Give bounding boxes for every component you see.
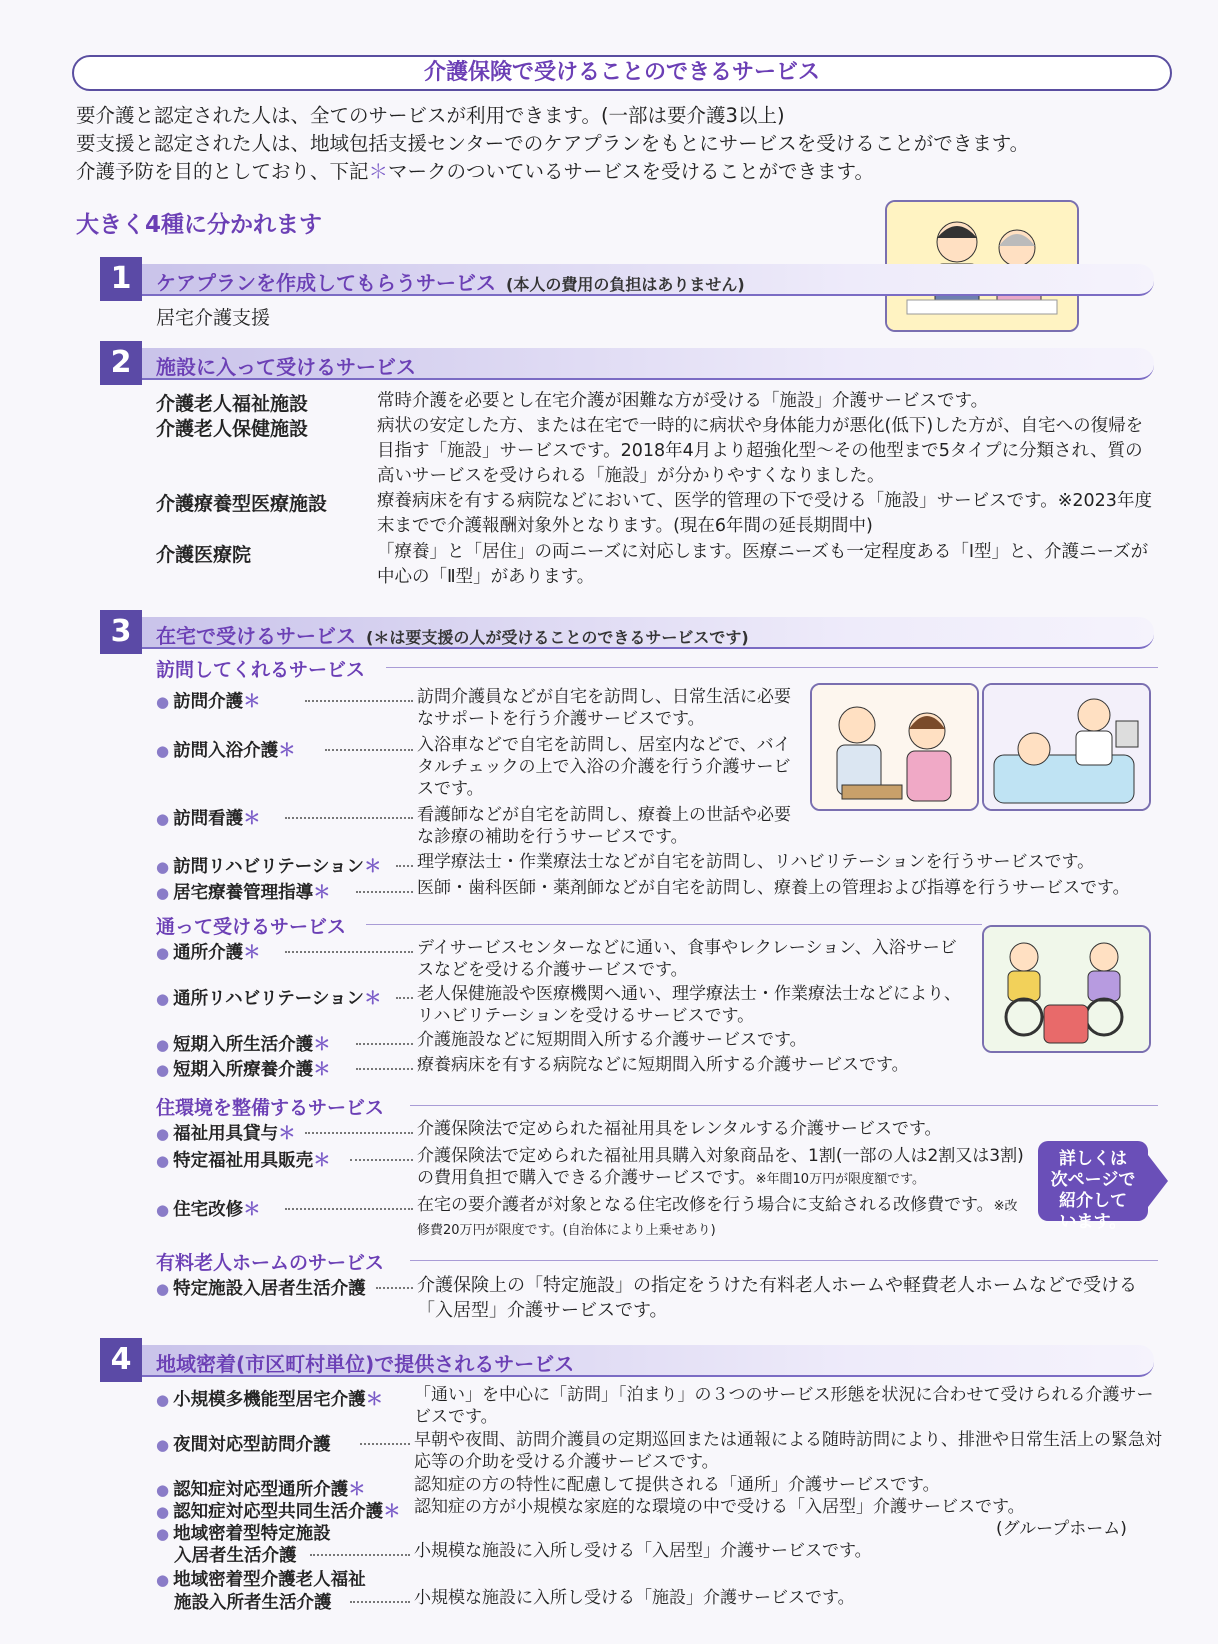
service-desc: 介護施設などに短期間入所する介護サービスです。 xyxy=(417,1030,807,1050)
service-name: ● 住宅改修＊ xyxy=(156,1200,261,1220)
service-desc: 在宅の要介護者が対象となる住宅改修を行う場合に支給される改修費です。※改修費20万円が限度です。(自治体により上乗せあり) xyxy=(417,1195,1018,1238)
service-name: ● 通所介護＊ xyxy=(156,943,261,963)
service-name: ● 認知症対応型共同生活介護＊ xyxy=(156,1502,401,1522)
service-desc: 早朝や夜間、訪問介護員の定期巡回または通報による随時訪問により、排泄や日常生活上の緊急対応等の介助を受ける介護サービスです。 xyxy=(414,1430,1162,1472)
leader-dots xyxy=(285,817,413,819)
service-name: ● 訪問リハビリテーション＊ xyxy=(156,857,382,877)
meal-assist-illustration xyxy=(810,683,979,811)
section-4-title: 地域密着(市区町村単位)で提供されるサービス xyxy=(156,1352,575,1376)
wheelchair-exercise-illustration xyxy=(982,925,1151,1053)
leader-dots xyxy=(356,891,413,893)
section-2-number: 2 xyxy=(100,341,142,385)
service-home-care-support: 居宅介護支援 xyxy=(156,307,271,329)
leader-dots xyxy=(376,1287,413,1289)
page-banner: 介護保険で受けることのできるサービス xyxy=(72,55,1172,91)
divider xyxy=(386,667,1158,668)
section-1-note: (本人の費用の負担はありません) xyxy=(506,275,745,294)
service-name: ● 短期入所生活介護＊ xyxy=(156,1035,331,1055)
service-desc: 療養病床を有する病院などに短期間入所する介護サービスです。 xyxy=(417,1055,909,1075)
service-name: ● 特定福祉用具販売＊ xyxy=(156,1151,331,1171)
service-desc: 老人保健施設や医療機関へ通い、理学療法士・作業療法士などにより、リハビリテーションを受けるサービスです。 xyxy=(417,984,961,1026)
facility-name: 介護老人福祉施設 xyxy=(156,393,309,415)
environment-services-heading: 住環境を整備するサービス xyxy=(156,1097,385,1119)
service-name: ● 小規模多機能型居宅介護＊ xyxy=(156,1390,384,1410)
section-4-number: 4 xyxy=(100,1338,142,1382)
service-name: ● 短期入所療養介護＊ xyxy=(156,1060,331,1080)
service-desc: 介護保険法で定められた福祉用具購入対象商品を、1割(一部の人は2割又は3割)の費用負担で購入できる介護サービスです。※年間10万円が限度額です。 xyxy=(417,1146,1024,1188)
service-desc: 認知症の方が小規模な家庭的な環境の中で受ける「入居型」介護サービスです。 xyxy=(414,1497,1025,1517)
leader-dots xyxy=(325,749,413,751)
service-desc: 介護保険法で定められた福祉用具をレンタルする介護サービスです。 xyxy=(417,1119,942,1139)
visit-services-heading: 訪問してくれるサービス xyxy=(156,659,366,681)
service-desc: 小規模な施設に入所し受ける「施設」介護サービスです。 xyxy=(414,1588,855,1608)
service-desc: 介護保険上の「特定施設」の指定をうけた有料老人ホームや軽費老人ホームなどで受ける「入居型」介護サービスです。 xyxy=(417,1275,1137,1321)
leader-dots xyxy=(285,951,413,953)
service-desc: 看護師などが自宅を訪問し、療養上の世話や必要な診療の補助を行うサービスです。 xyxy=(417,805,791,847)
commute-services-heading: 通って受けるサービス xyxy=(156,916,347,938)
leader-dots xyxy=(305,700,413,702)
facility-name: 介護老人保健施設 xyxy=(156,418,309,440)
service-desc: デイサービスセンターなどに通い、食事やレクレーション、入浴サービスなどを受ける介護サービスです。 xyxy=(417,938,957,980)
service-name: ● 認知症対応型通所介護＊ xyxy=(156,1480,366,1500)
section-1-title: ケアプランを作成してもらうサービス (本人の費用の負担はありません) xyxy=(156,271,745,295)
service-name: ● 訪問介護＊ xyxy=(156,692,261,712)
service-name: ● 訪問入浴介護＊ xyxy=(156,741,296,761)
service-desc: 入浴車などで自宅を訪問し、居室内などで、バイタルチェックの上で入浴の介護を行う介護サービスです。 xyxy=(417,735,791,799)
service-desc: 小規模な施設に入所し受ける「入居型」介護サービスです。 xyxy=(414,1541,872,1561)
divider xyxy=(366,924,982,925)
service-name: ● 地域密着型介護老人福祉 xyxy=(156,1570,366,1590)
section-3-title: 在宅で受けるサービス (＊は要支援の人が受けることのできるサービスです) xyxy=(156,624,749,648)
facility-desc: 病状の安定した方、または在宅で一時的に病状や身体能力が悪化(低下)した方が、自宅への復帰を目指す「施設」サービスです。2018年4月より超強化型〜その他型まで5タイプに分類され、質の高いサービスを受けられる「施設」が分かりやすくなりました。 xyxy=(377,416,1144,486)
see-next-page-callout: 詳しくは 次ページで 紹介して います。 xyxy=(1038,1141,1148,1221)
leader-dots xyxy=(360,1443,410,1445)
bathing-illustration xyxy=(982,683,1151,811)
leader-dots xyxy=(356,1068,413,1070)
section-2-title: 施設に入って受けるサービス xyxy=(156,355,416,379)
paid-home-services-heading: 有料老人ホームのサービス xyxy=(156,1252,385,1274)
leader-dots xyxy=(310,1554,410,1556)
section-1-number: 1 xyxy=(100,257,142,301)
service-note: ※改修費20万円が限度です。(自治体により上乗せあり) xyxy=(417,1199,1018,1238)
service-desc: 理学療法士・作業療法士などが自宅を訪問し、リハビリテーションを行うサービスです。 xyxy=(417,852,1095,872)
service-name: ● 訪問看護＊ xyxy=(156,809,261,829)
arrow-right-icon xyxy=(1148,1155,1168,1207)
service-name: ● 地域密着型特定施設 xyxy=(156,1524,331,1544)
leader-dots xyxy=(396,997,413,999)
leader-dots xyxy=(396,865,413,867)
intro-line-3: 介護予防を目的としており、下記＊マークのついているサービスを受けることができます。 xyxy=(76,160,874,183)
section-3-number: 3 xyxy=(100,610,142,654)
star-mark: ＊ xyxy=(368,160,389,183)
leader-dots xyxy=(350,1601,410,1603)
service-name: ● 居宅療養管理指導＊ xyxy=(156,883,331,903)
leader-dots xyxy=(285,1208,413,1210)
facility-name: 介護療養型医療施設 xyxy=(156,493,328,515)
facility-desc: 療養病床を有する病院などにおいて、医学的管理の下で受ける「施設」サービスです。※2023年度末までで介護報酬対象外となります。(現在6年間の延長期間中) xyxy=(377,491,1152,536)
divider xyxy=(410,1105,1158,1106)
leader-dots xyxy=(305,1132,413,1134)
service-note: ※年間10万円が限度額です。 xyxy=(755,1172,926,1187)
service-name: ● 福祉用具貸与＊ xyxy=(156,1124,296,1144)
service-desc: 訪問介護員などが自宅を訪問し、日常生活に必要なサポートを行う介護サービスです。 xyxy=(417,687,791,729)
section-3-note: (＊は要支援の人が受けることのできるサービスです) xyxy=(366,628,749,647)
facility-desc: 「療養」と「居住」の両ニーズに対応します。医療ニーズも一定程度ある「Ⅰ型」と、介護ニーズが中心の「Ⅱ型」があります。 xyxy=(377,542,1149,587)
leader-dots xyxy=(350,1159,413,1161)
divider xyxy=(410,1260,1158,1261)
facility-desc: 常時介護を必要とし在宅介護が困難な方が受ける「施設」介護サービスです。 xyxy=(377,391,989,411)
service-name: ● 夜間対応型訪問介護 xyxy=(156,1435,331,1455)
kinds-title: 大きく4種に分かれます xyxy=(76,212,323,238)
service-name: 施設入所者生活介護 xyxy=(174,1593,332,1613)
service-name: ● 通所リハビリテーション＊ xyxy=(156,989,382,1009)
intro-line-2: 要支援と認定された人は、地域包括支援センターでのケアプランをもとにサービスを受けることができます。 xyxy=(76,132,1030,155)
service-desc: 認知症の方の特性に配慮して提供される「通所」介護サービスです。 xyxy=(414,1475,940,1495)
leader-dots xyxy=(356,1043,413,1045)
service-desc: 医師・歯科医師・薬剤師などが自宅を訪問し、療養上の管理および指導を行うサービスです。 xyxy=(417,878,1130,898)
service-desc: 「通い」を中心に「訪問」「泊まり」の３つのサービス形態を状況に合わせて受けられる介護サービスです。 xyxy=(414,1385,1154,1427)
group-home-note: (グループホーム) xyxy=(996,1519,1127,1539)
service-name: ● 特定施設入居者生活介護 xyxy=(156,1279,366,1299)
facility-name: 介護医療院 xyxy=(156,544,252,566)
intro-line-1: 要介護と認定された人は、全てのサービスが利用できます。(一部は要介護3以上) xyxy=(76,104,785,127)
service-name: 入居者生活介護 xyxy=(174,1546,297,1566)
